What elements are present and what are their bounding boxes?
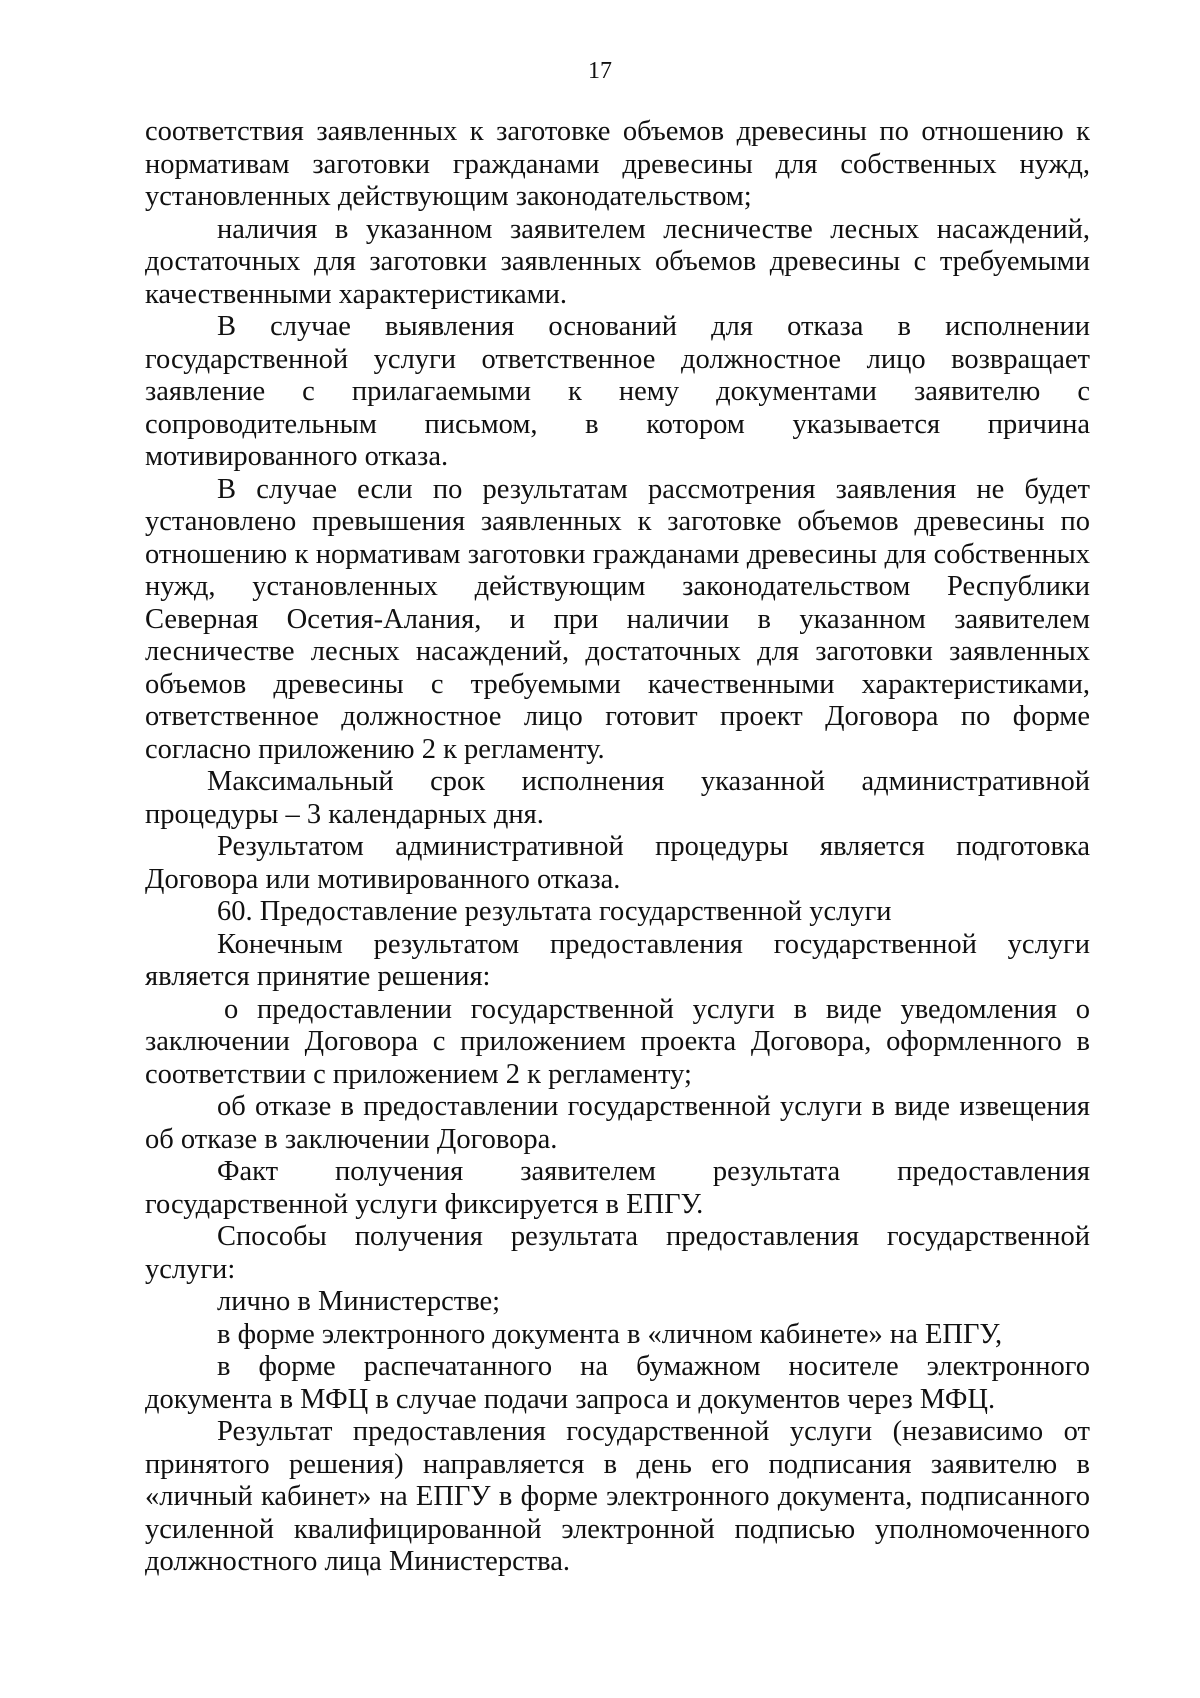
paragraph-5: Максимальный срок исполнения указанной административной процедуры – 3 календарных дня. — [145, 766, 1090, 830]
paragraph-9: об отказе в предоставлении государственной услуги в виде извещения об отказе в заключении Договора. — [145, 1091, 1090, 1155]
paragraph-10: Факт получения заявителем результата предоставления государственной услуги фиксируется в ЕПГУ. — [145, 1156, 1090, 1220]
paragraph-4: В случае если по результатам рассмотрения заявления не будет установлено превышения заявленных к заготовке объемов древесины по отношению к нормативам заготовки гражданами древесины для собственных нужд, установленных действующим законодательством Республики Северная Осетия-Алания, и при наличии в указанном заявителем лесничестве лесных насаждений, достаточных для заготовки заявленных объемов древесины с требуемыми качественными характеристиками, ответственное должностное лицо готовит проект Договора по форме согласно приложению 2 к регламенту. — [145, 473, 1090, 765]
list-item-1: лично в Министерстве; — [217, 1286, 501, 1317]
paragraph-1: соответствия заявленных к заготовке объемов древесины по отношению к нормативам заготовки гражданами древесины для собственных нужд, установленных действующим законодательством; — [145, 116, 1090, 212]
document-body — [145, 116, 1090, 1579]
paragraph-8: о предоставлении государственной услуги в виде уведомления о заключении Договора с приложением проекта Договора, оформленного в соответствии с приложением 2 к регламенту; — [145, 993, 1090, 1090]
paragraph-3: В случае выявления оснований для отказа в исполнении государственной услуги ответственное должностное лицо возвращает заявление с прилагаемыми к нему документами заявителю с сопроводительным письмом, в котором указывается причина мотивированного отказа. — [145, 311, 1090, 472]
paragraph-11: Способы получения результата предоставления государственной услуги: — [145, 1221, 1090, 1285]
list-item-2: в форме электронного документа в «личном кабинете» на ЕПГУ, — [217, 1318, 1003, 1350]
section-heading-60: 60. Предоставление результата государственной услуги — [217, 896, 892, 927]
paragraph-2: наличия в указанном заявителем лесничестве лесных насаждений, достаточных для заготовки заявленных объемов древесины с требуемыми качественными характеристиками. — [145, 213, 1090, 310]
paragraph-12: Результат предоставления государственной услуги (независимо от принятого решения) направляется в день его подписания заявителю в «личный кабинет» на ЕПГУ в форме электронного документа, подписанного усиленной квалифицированной электронной подписью уполномоченного должностного лица Министерства. — [145, 1416, 1090, 1577]
paragraph-6: Результатом административной процедуры является подготовка Договора или мотивированного отказа. — [145, 831, 1090, 895]
paragraph-7: Конечным результатом предоставления государственной услуги является принятие решения: — [145, 928, 1090, 992]
list-item-3: в форме распечатанного на бумажном носителе электронного документа в МФЦ в случае подачи запроса и документов через МФЦ. — [145, 1351, 1090, 1415]
page-number: 17 — [588, 58, 612, 84]
